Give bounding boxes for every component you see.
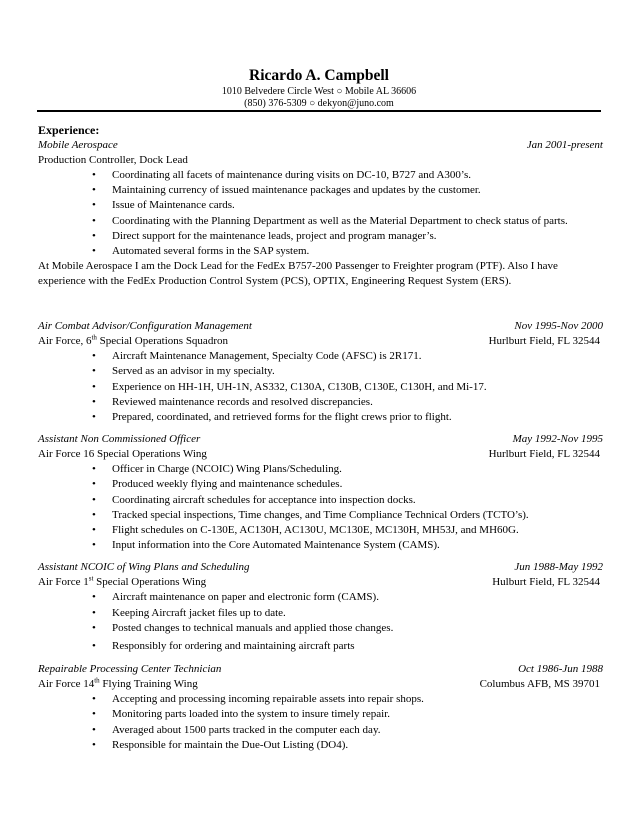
list-item: • Officer in Charge (NCOIC) Wing Plans/Scheduling.	[38, 462, 603, 477]
job-location	[600, 153, 603, 168]
list-item: • Reviewed maintenance records and resolved discrepancies.	[38, 395, 603, 410]
list-item: • Issue of Maintenance cards.	[38, 198, 603, 213]
job-subheader	[38, 447, 603, 462]
address-line: 1010 Belvedere Circle West ○ Mobile AL 36606	[221, 86, 417, 97]
list-item: • Produced weekly flying and maintenance schedules.	[38, 477, 603, 492]
list-item: • Keeping Aircraft jacket files up to date.	[38, 606, 603, 621]
job-header	[38, 432, 603, 447]
list-item: • Served as an advisor in my specialty.	[38, 364, 603, 379]
job-entry	[38, 432, 603, 553]
job-bullets	[38, 590, 603, 654]
list-item: • Direct support for the maintenance leads, project and program manager’s.	[38, 229, 603, 244]
list-item: • Posted changes to technical manuals and applied those changes.	[38, 621, 603, 636]
list-item: • Input information into the Core Automated Maintenance System (CAMS).	[38, 538, 603, 553]
job-header	[38, 662, 603, 677]
job-subheader	[38, 575, 603, 590]
job-dates: Nov 1995-Nov 2000	[514, 320, 603, 333]
job-subheader	[38, 334, 603, 349]
list-item: • Monitoring parts loaded into the system to insure timely repair.	[38, 707, 603, 722]
list-item: • Flight schedules on C-130E, AC130H, AC130U, MC130E, MC130H, MH53J, and MH60G.	[38, 523, 603, 538]
list-item: • Coordinating aircraft schedules for acceptance into inspection docks.	[38, 493, 603, 508]
job-dates: Oct 1986-Jun 1988	[518, 663, 603, 676]
list-item: • Coordinating all facets of maintenance during visits on DC-10, B727 and A300’s.	[38, 168, 603, 183]
list-item: • Aircraft Maintenance Management, Specialty Code (AFSC) is 2R171.	[38, 349, 603, 364]
job-dates: Jan 2001-present	[526, 139, 603, 151]
list-item: • Experience on HH-1H, UH-1N, AS332, C130A, C130B, C130E, C130H, and Mi-17.	[38, 380, 603, 395]
job-location: Hulburt Field, FL 32544	[492, 576, 600, 589]
list-item: • Averaged about 1500 parts tracked in the computer each day.	[38, 723, 603, 738]
job-employer: Repairable Processing Center Technician	[38, 663, 222, 676]
job-dates: Jun 1988-May 1992	[514, 561, 603, 574]
job-dates: May 1992-Nov 1995	[512, 433, 603, 446]
job-header	[38, 138, 603, 153]
job-header	[38, 319, 603, 334]
section-heading: Experience:	[38, 123, 100, 137]
job-location: Hurlburt Field, FL 32544	[488, 448, 600, 461]
job-employer: Assistant NCOIC of Wing Plans and Scheduling	[38, 561, 250, 574]
job-entry	[38, 138, 603, 289]
job-title: Air Force, 6th Special Operations Squadron	[38, 333, 228, 348]
job-summary: At Mobile Aerospace I am the Dock Lead for the FedEx B757-200 Passenger to Freighter program (PTF). Also I have experience with the FedEx Production Control System (PCS), OPTIX, Engineering Request System (ERS).	[38, 260, 558, 288]
job-header	[38, 560, 603, 575]
list-item: • Tracked special inspections, Time changes, and Time Compliance Technical Orders (TCTO’s).	[38, 508, 603, 523]
list-item: • Accepting and processing incoming repairable assets into repair shops.	[38, 692, 603, 707]
job-employer: Air Combat Advisor/Configuration Management	[38, 320, 252, 333]
job-employer: Mobile Aerospace	[38, 139, 118, 151]
job-employer: Assistant Non Commissioned Officer	[38, 433, 201, 446]
candidate-name: Ricardo A. Campbell	[249, 67, 389, 84]
list-item: • Prepared, coordinated, and retrieved forms for the flight crews prior to flight.	[38, 410, 603, 425]
job-entry	[38, 560, 603, 654]
job-subheader	[38, 153, 603, 168]
list-item: • Coordinating with the Planning Department as well as the Material Department to check status of parts.	[38, 214, 603, 229]
list-item: • Aircraft maintenance on paper and electronic form (CAMS).	[38, 590, 603, 605]
job-location: Columbus AFB, MS 39701	[479, 678, 600, 691]
header-divider	[37, 110, 601, 112]
job-title: Air Force 16 Special Operations Wing	[38, 448, 207, 461]
list-item: • Automated several forms in the SAP system.	[38, 244, 603, 259]
job-subheader	[38, 677, 603, 692]
job-title: Air Force 1st Special Operations Wing	[38, 574, 207, 589]
job-bullets	[38, 462, 603, 553]
job-bullets	[38, 349, 603, 425]
job-bullets	[38, 692, 603, 753]
list-item: • Responsibly for ordering and maintaining aircraft parts	[38, 639, 603, 654]
job-entry	[38, 319, 603, 425]
job-entry	[38, 662, 603, 753]
list-item: • Responsible for maintain the Due-Out Listing (DO4).	[38, 738, 603, 753]
contact-line: (850) 376-5309 ○ dekyon@juno.com	[244, 98, 394, 109]
job-bullets	[38, 168, 603, 259]
list-item: • Maintaining currency of issued maintenance packages and updates by the customer.	[38, 183, 603, 198]
job-title: Air Force 14th Flying Training Wing	[38, 676, 198, 691]
job-location: Hurlburt Field, FL 32544	[488, 335, 600, 348]
experience-section	[38, 122, 603, 753]
job-title: Production Controller, Dock Lead	[38, 154, 188, 166]
